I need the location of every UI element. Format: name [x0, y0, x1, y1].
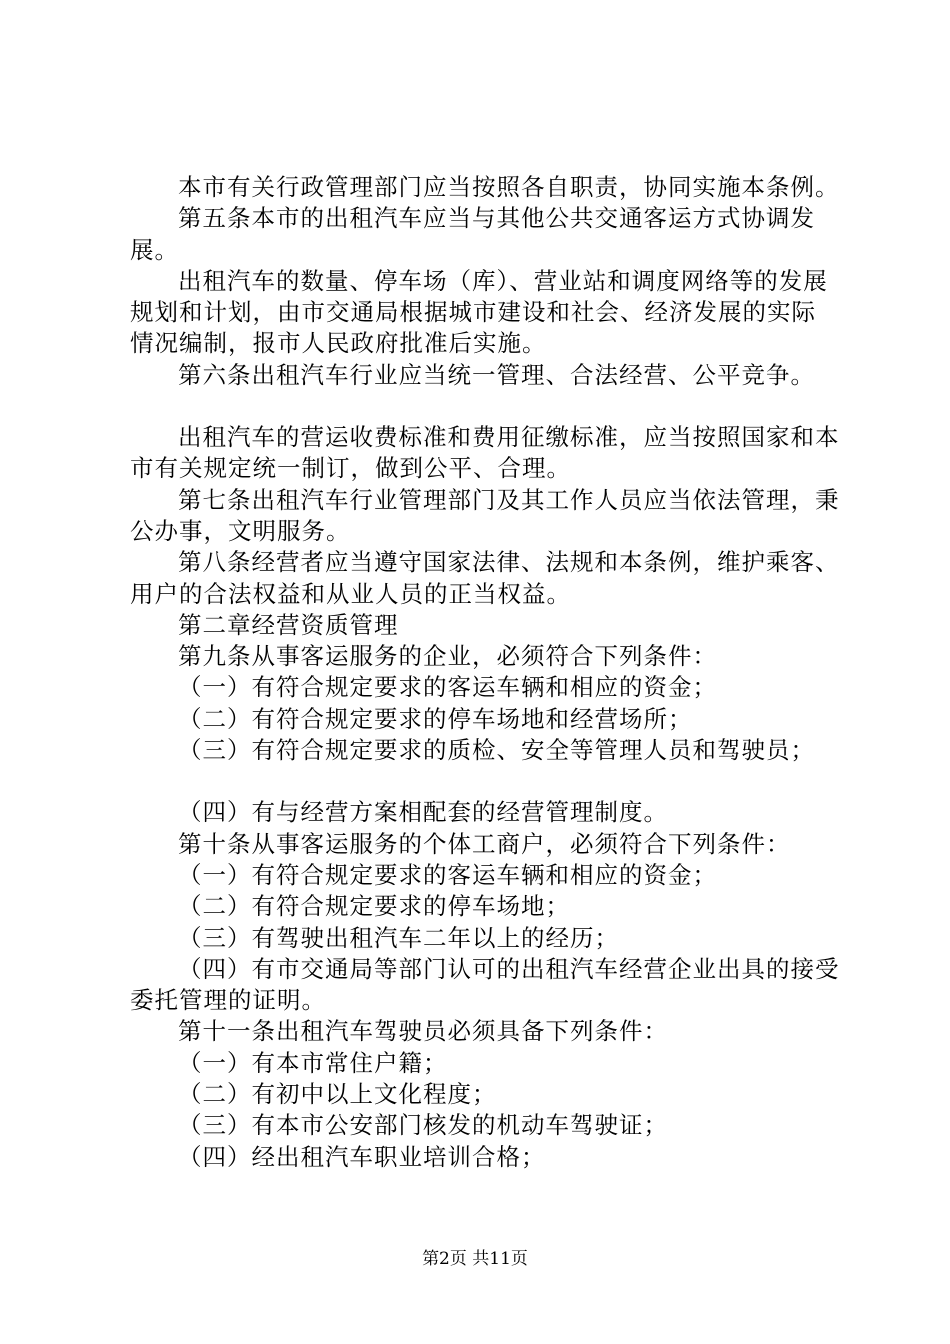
paragraph: 出租汽车的营运收费标准和费用征缴标准，应当按照国家和本市有关规定统一制订，做到公平、合理。	[130, 423, 840, 483]
paragraph: 本市有关行政管理部门应当按照各自职责，协同实施本条例。	[178, 173, 840, 201]
list-item: （三）有符合规定要求的质检、安全等管理人员和驾驶员；	[178, 736, 815, 765]
list-item: （二）有符合规定要求的停车场地和经营场所；	[178, 704, 693, 733]
list-item: （二）有初中以上文化程度；	[178, 1080, 497, 1109]
article-11-paragraph: 第十一条出租汽车驾驶员必须具备下列条件：	[178, 1017, 668, 1046]
list-item: （一）有符合规定要求的客运车辆和相应的资金；	[178, 860, 717, 889]
list-item: （四）经出租汽车职业培训合格；	[178, 1142, 546, 1171]
article-5-paragraph: 第五条本市的出租汽车应当与其他公共交通客运方式协调发展。	[130, 204, 815, 264]
article-10-paragraph: 第十条从事客运服务的个体工商户，必须符合下列条件：	[178, 829, 791, 858]
document-body	[130, 172, 840, 1173]
list-item: （四）有市交通局等部门认可的出租汽车经营企业出具的接受委托管理的证明。	[130, 954, 840, 1015]
list-item: （一）有本市常住户籍；	[178, 1048, 448, 1077]
list-item: （三）有本市公安部门核发的机动车驾驶证；	[178, 1111, 668, 1140]
list-item: （一）有符合规定要求的客运车辆和相应的资金；	[178, 673, 717, 702]
page-number-footer: 第2页 共11页	[422, 1249, 528, 1269]
article-8-paragraph: 第八条经营者应当遵守国家法律、法规和本条例，维护乘客、用户的合法权益和从业人员的正当权益。	[130, 548, 840, 608]
paragraph: 出租汽车的数量、停车场（库）、营业站和调度网络等的发展规划和计划，由市交通局根据城市建设和社会、经济发展的实际情况编制，报市人民政府批准后实施。	[130, 266, 828, 358]
list-item: （三）有驾驶出租汽车二年以上的经历；	[178, 923, 619, 952]
article-9-paragraph: 第九条从事客运服务的企业，必须符合下列条件：	[178, 642, 717, 671]
list-item: （四）有与经营方案相配套的经营管理制度。	[178, 798, 668, 827]
article-6-paragraph: 第六条出租汽车行业应当统一管理、合法经营、公平竞争。	[178, 360, 815, 389]
article-7-paragraph: 第七条出租汽车行业管理部门及其工作人员应当依法管理，秉公办事，文明服务。	[130, 485, 840, 545]
chapter-2-heading: 第二章经营资质管理	[178, 610, 399, 639]
list-item: （二）有符合规定要求的停车场地；	[178, 892, 570, 921]
